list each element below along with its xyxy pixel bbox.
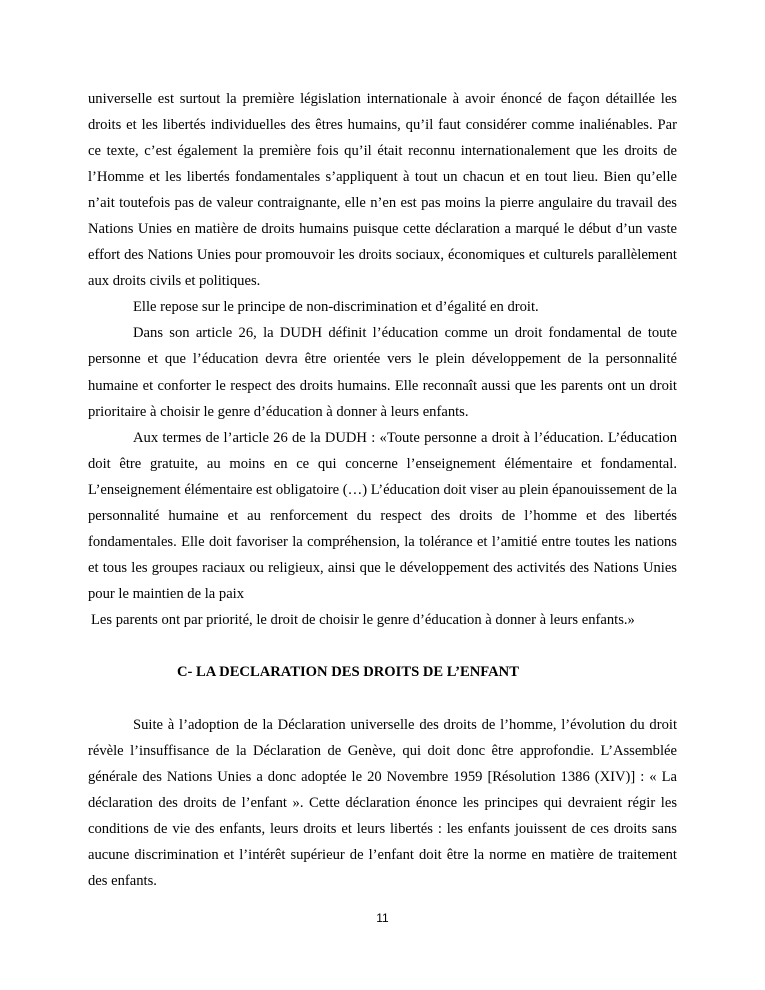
paragraph-udhr-intro: universelle est surtout la première législation internationale à avoir énoncé de façon détaillée les droits et les libertés individuelles des êtres humains, qu’il faut considérer comme inaliénables. Par ce texte, c’est également la première fois qu’il était reconnu internationalement que les droits de l’Homme et les libertés fondamentales s’appliquent à tout un chacun et en tout lieu. Bien qu’elle n’ait toutefois pas de valeur contraignante, elle n’en est pas moins la pierre angulaire du travail des Nations Unies en matière de droits humains puisque cette déclaration a marqué le début d’un vaste effort des Nations Unies pour promouvoir les droits sociaux, économiques et culturels parallèlement aux droits civils et politiques. xyxy=(88,91,677,290)
document-page xyxy=(88,86,677,894)
page-number: 11 xyxy=(376,911,389,925)
paragraph-non-discrimination: Elle repose sur le principe de non-discrimination et d’égalité en droit. xyxy=(133,299,539,316)
paragraph-article-26-summary: Dans son article 26, la DUDH définit l’éducation comme un droit fondamental de toute personne et que l’éducation devra être orientée vers le plein développement de la personnalité humaine et conforter le respect des droits humains. Elle reconnaît aussi que les parents ont un droit prioritaire à choisir le genre d’éducation à donner à leurs enfants. xyxy=(88,325,677,420)
section-heading: C- LA DECLARATION DES DROITS DE L’ENFANT xyxy=(177,663,519,680)
paragraph-declaration-child-rights: Suite à l’adoption de la Déclaration universelle des droits de l’homme, l’évolution du droit révèle l’insuffisance de la Déclaration de Genève, qui doit donc être approfondie. L’Assemblée générale des Nations Unies a donc adoptée le 20 Novembre 1959 [Résolution 1386 (XIV)] : « La déclaration des droits de l’enfant ». Cette déclaration énonce les principes qui devraient régir les conditions de vie des enfants, leurs droits et leurs libertés : les enfants jouissent de ces droits sans aucune discrimination et l’intérêt supérieur de l’enfant doit être la norme en matière de traitement des enfants. xyxy=(88,716,677,890)
paragraph-article-26-quote: Aux termes de l’article 26 de la DUDH : «Toute personne a droit à l’éducation. L’éducation doit être gratuite, au moins en ce qui concerne l’enseignement élémentaire et fondamental. L’enseignement élémentaire est obligatoire (…) L’éducation doit viser au plein épanouissement de la personnalité humaine et au renforcement du respect des droits de l’homme et des libertés fondamentales. Elle doit favoriser la compréhension, la tolérance et l’amitié entre toutes les nations et tous les groupes raciaux ou religieux, ainsi que le développement des activités des Nations Unies pour le maintien de la paix xyxy=(88,429,677,602)
paragraph-article-26-quote-end: Les parents ont par priorité, le droit de choisir le genre d’éducation à donner à leurs enfants.» xyxy=(91,611,635,628)
